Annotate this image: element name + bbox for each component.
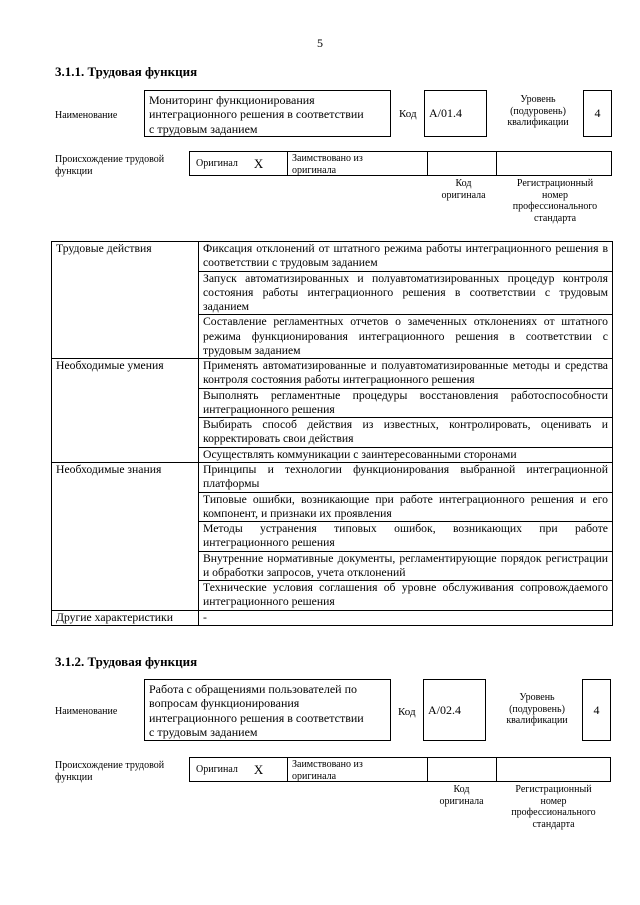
table-row	[52, 462, 613, 492]
level-label-1	[497, 94, 579, 129]
level-label-2	[496, 692, 578, 727]
category-cell: Трудовые действия	[52, 242, 199, 359]
table-row	[52, 242, 613, 272]
code-orig-caption-1	[429, 178, 498, 201]
original-cell	[190, 152, 288, 175]
caption-line: стандарта	[533, 212, 577, 224]
origin-label-line: Происхождение трудовой	[55, 760, 165, 771]
description-cell: Технические условия соглашения об уровне обслуживания сопровождаемого интеграционного решения	[199, 581, 613, 611]
description-cell: Выбирать способ действия из известных, контролировать, оценивать и корректировать свои действия	[199, 418, 613, 448]
code-orig-cell	[428, 758, 497, 781]
function-name-line: интеграционного решения в соответствии	[149, 710, 364, 725]
original-mark: X	[253, 155, 264, 171]
description-cell: Фиксация отклонений от штатного режима работы интеграционного решения в соответствии с трудовым заданием	[199, 242, 613, 272]
caption-line: оригинала	[441, 189, 486, 201]
caption-line: номер	[540, 795, 567, 807]
origin-row-1	[189, 151, 612, 176]
reg-number-cell	[497, 758, 610, 781]
code-label-2: Код	[398, 706, 416, 718]
function-name-box-2	[144, 679, 391, 741]
level-value: 4	[593, 702, 600, 717]
level-label-line: Уровень	[520, 94, 556, 105]
code-label-1: Код	[399, 108, 417, 120]
origin-label-2	[55, 760, 164, 783]
description-cell: Применять автоматизированные и полуавтоматизированные методы и средства контроля состояния работы интеграционного решения	[199, 359, 613, 389]
level-value-box-2	[582, 679, 611, 741]
function-name-line: с трудовым заданием	[149, 121, 258, 136]
reg-number-caption-2	[496, 784, 611, 830]
category-cell: Необходимые умения	[52, 359, 199, 463]
reg-number-caption-1	[498, 178, 612, 224]
function-name-line: Мониторинг функционирования	[149, 93, 315, 107]
labor-function-table	[51, 241, 613, 626]
borrowed-label-line: оригинала	[292, 164, 337, 176]
caption-line: оригинала	[439, 795, 484, 807]
description-cell: Внутренние нормативные документы, регламентирующие порядок регистрации и обработки запросов, учета отклонений	[199, 551, 613, 581]
borrowed-label-line: Заимствовано из	[292, 759, 363, 770]
caption-line: Код	[453, 784, 470, 795]
original-cell	[190, 758, 288, 781]
category-cell: Другие характеристики	[52, 610, 199, 625]
borrowed-label-line: Заимствовано из	[292, 153, 363, 164]
origin-label-line: Происхождение трудовой	[55, 154, 165, 165]
borrowed-cell	[288, 152, 428, 175]
name-label-2: Наименование	[55, 706, 118, 717]
origin-label-1	[55, 154, 164, 177]
original-mark: X	[253, 761, 264, 777]
name-label-1: Наименование	[55, 110, 118, 121]
description-cell: Принципы и технологии функционирования выбранной интеграционной платформы	[199, 462, 613, 492]
code-orig-cell	[428, 152, 497, 175]
original-label: Оригинал	[196, 157, 238, 169]
caption-line: профессионального	[511, 807, 596, 818]
borrowed-label-line: оригинала	[292, 770, 337, 782]
origin-label-line: функции	[55, 165, 93, 177]
level-label-line: квалификации	[506, 715, 568, 726]
page-number: 5	[317, 36, 323, 50]
origin-label-line: функции	[55, 771, 93, 783]
function-name-line: вопросам функционирования	[149, 696, 300, 711]
original-label: Оригинал	[196, 763, 238, 775]
borrowed-cell	[288, 758, 428, 781]
description-cell: Выполнять регламентные процедуры восстановления работоспособности интеграционного решения	[199, 388, 613, 418]
description-cell: Типовые ошибки, возникающие при работе интеграционного решения и его компонент, и признаки их проявления	[199, 492, 613, 522]
reg-number-cell	[497, 152, 611, 175]
caption-line: Код	[455, 178, 472, 189]
description-cell: Методы устранения типовых ошибок, возникающих при работе интеграционного решения	[199, 522, 613, 552]
caption-line: стандарта	[532, 818, 575, 830]
code-orig-caption-2	[427, 784, 496, 807]
origin-row-2	[189, 757, 611, 782]
description-cell: Запуск автоматизированных и полуавтоматизированных процедур контроля состояния работы интеграционного решения в соответствии с трудовым заданием	[199, 271, 613, 315]
level-label-line: квалификации	[507, 117, 569, 128]
level-value-box-1	[583, 90, 612, 137]
level-label-line: (подуровень)	[509, 703, 565, 715]
description-cell: -	[199, 610, 613, 625]
section-heading-311: 3.1.1. Трудовая функция	[55, 64, 198, 79]
caption-line: номер	[542, 189, 568, 201]
table-row	[52, 359, 613, 389]
level-value: 4	[594, 106, 601, 120]
level-label-line: (подуровень)	[510, 105, 566, 117]
caption-line: профессионального	[512, 201, 598, 212]
code-value-box-2	[423, 679, 486, 741]
level-label-line: Уровень	[519, 692, 555, 703]
code-value-box-1	[424, 90, 487, 137]
description-cell: Осуществлять коммуникации с заинтересованными сторонами	[199, 447, 613, 462]
function-name-line: Работа с обращениями пользователей по	[149, 682, 358, 696]
function-name-line: с трудовым заданием	[149, 725, 258, 740]
table-row	[52, 610, 613, 625]
section-heading-312: 3.1.2. Трудовая функция	[55, 654, 198, 669]
code-value: A/02.4	[428, 702, 461, 717]
category-cell: Необходимые знания	[52, 462, 199, 610]
description-cell: Составление регламентных отчетов о замеченных отклонениях от штатного режима функционирования интеграционного решения в соответствии с трудовым заданием	[199, 315, 613, 359]
caption-line: Регистрационный	[515, 784, 592, 795]
function-name-line: интеграционного решения в соответствии	[149, 107, 364, 122]
function-name-box-1	[144, 90, 391, 137]
code-value: A/01.4	[429, 106, 462, 120]
caption-line: Регистрационный	[516, 178, 594, 189]
